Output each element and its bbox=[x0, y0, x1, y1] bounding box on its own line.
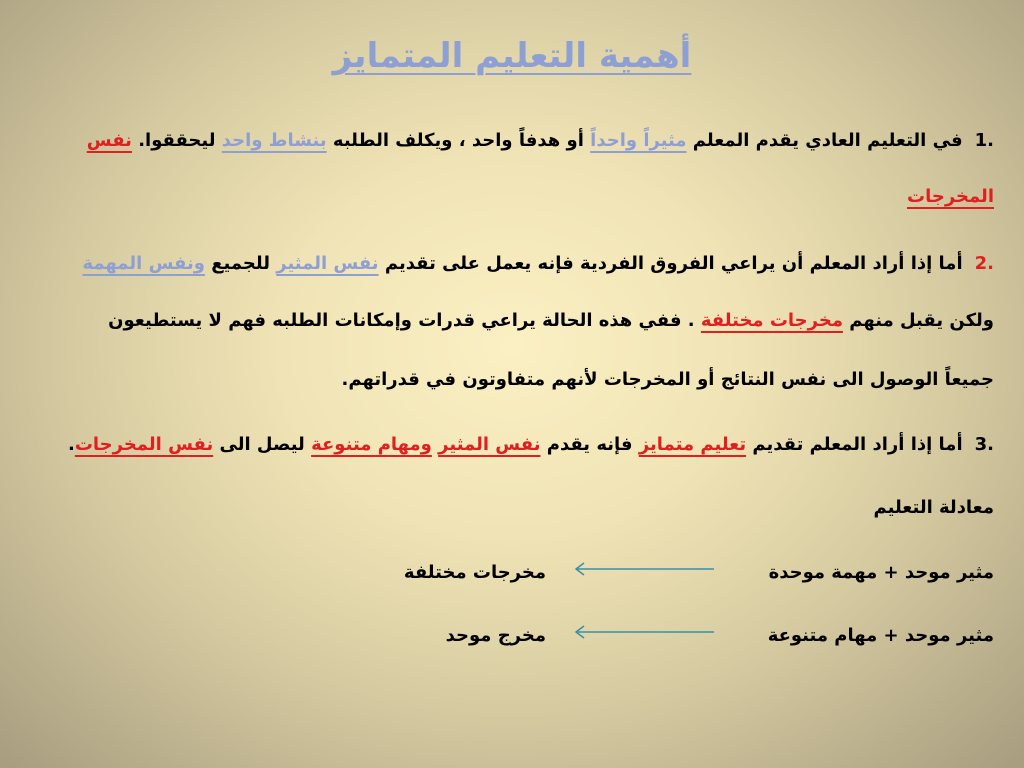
item-1-line-2 bbox=[40, 186, 994, 207]
item-2-number: .2 bbox=[974, 253, 994, 274]
item-3-highlight-same-stimulus: نفس المثير bbox=[438, 434, 541, 455]
item-2-text-a: أما إذا أراد المعلم أن يراعي الفروق الفردية فإنه يعمل على تقديم bbox=[378, 253, 963, 274]
equation-row-2-left: مثير موحد + مهام متنوعة bbox=[767, 625, 994, 646]
item-1-text-e: ليحققوا. bbox=[131, 130, 222, 151]
item-1-highlight-outputs: المخرجات bbox=[907, 186, 994, 207]
item-3-text-c: فإنه يقدم bbox=[540, 434, 639, 455]
item-2-text-c: للجميع bbox=[204, 253, 277, 274]
item-2-line-2 bbox=[40, 310, 994, 331]
equation-row-2-result: مخرج موحد bbox=[445, 625, 546, 646]
item-2-text-l3: جميعاً الوصول الى نفس النتائج أو المخرجات لأنهم متفاوتون في قدراتهم. bbox=[341, 369, 994, 390]
item-2-text-l2c: . ففي هذه الحالة يراعي قدرات وإمكانات الطلبه فهم لا يستطيعون bbox=[108, 310, 701, 331]
item-3-text-i: . bbox=[67, 434, 75, 455]
item-2-highlight-same-stimulus: نفس المثير bbox=[276, 253, 379, 274]
item-1-highlight-activity: بنشاط واحد bbox=[221, 130, 327, 151]
item-3-highlight-varied-tasks: ومهام متنوعة bbox=[311, 434, 432, 455]
item-2-text-l2a: ولكن يقبل منهم bbox=[842, 310, 994, 331]
arrow-left-icon bbox=[572, 562, 718, 576]
item-2-line-1 bbox=[40, 253, 994, 274]
item-1-text-c: أو هدفاً واحد ، ويكلف الطلبه bbox=[326, 130, 591, 151]
item-3-text-g: ليصل الى bbox=[213, 434, 312, 455]
item-1-highlight-same: نفس bbox=[86, 130, 132, 151]
arrow-left-icon bbox=[572, 625, 718, 639]
item-3-number: .3 bbox=[974, 434, 994, 455]
item-3-highlight-same-outputs: نفس المخرجات bbox=[74, 434, 214, 455]
item-1-text-a: في التعليم العادي يقدم المعلم bbox=[686, 130, 963, 151]
item-1-number: .1 bbox=[974, 130, 994, 151]
item-2-highlight-different-outputs: مخرجات مختلفة bbox=[700, 310, 843, 331]
item-3-highlight-differentiated: تعليم متمايز bbox=[638, 434, 747, 455]
equation-heading: معادلة التعليم bbox=[873, 497, 994, 518]
equation-row-1-result: مخرجات مختلفة bbox=[403, 562, 546, 583]
item-3-text-a: أما إذا أراد المعلم تقديم bbox=[746, 434, 963, 455]
item-1-highlight-stimulus: مثيراً واحداً bbox=[590, 130, 687, 151]
equation-row-1-left: مثير موحد + مهمة موحدة bbox=[768, 562, 994, 583]
item-2-highlight-same-task: ونفس المهمة bbox=[82, 253, 205, 274]
item-2-line-3 bbox=[40, 369, 994, 390]
item-1-line-1 bbox=[40, 130, 994, 151]
slide-title: أهمية التعليم المتمايز bbox=[332, 36, 692, 76]
item-3-line-1 bbox=[35, 434, 994, 455]
